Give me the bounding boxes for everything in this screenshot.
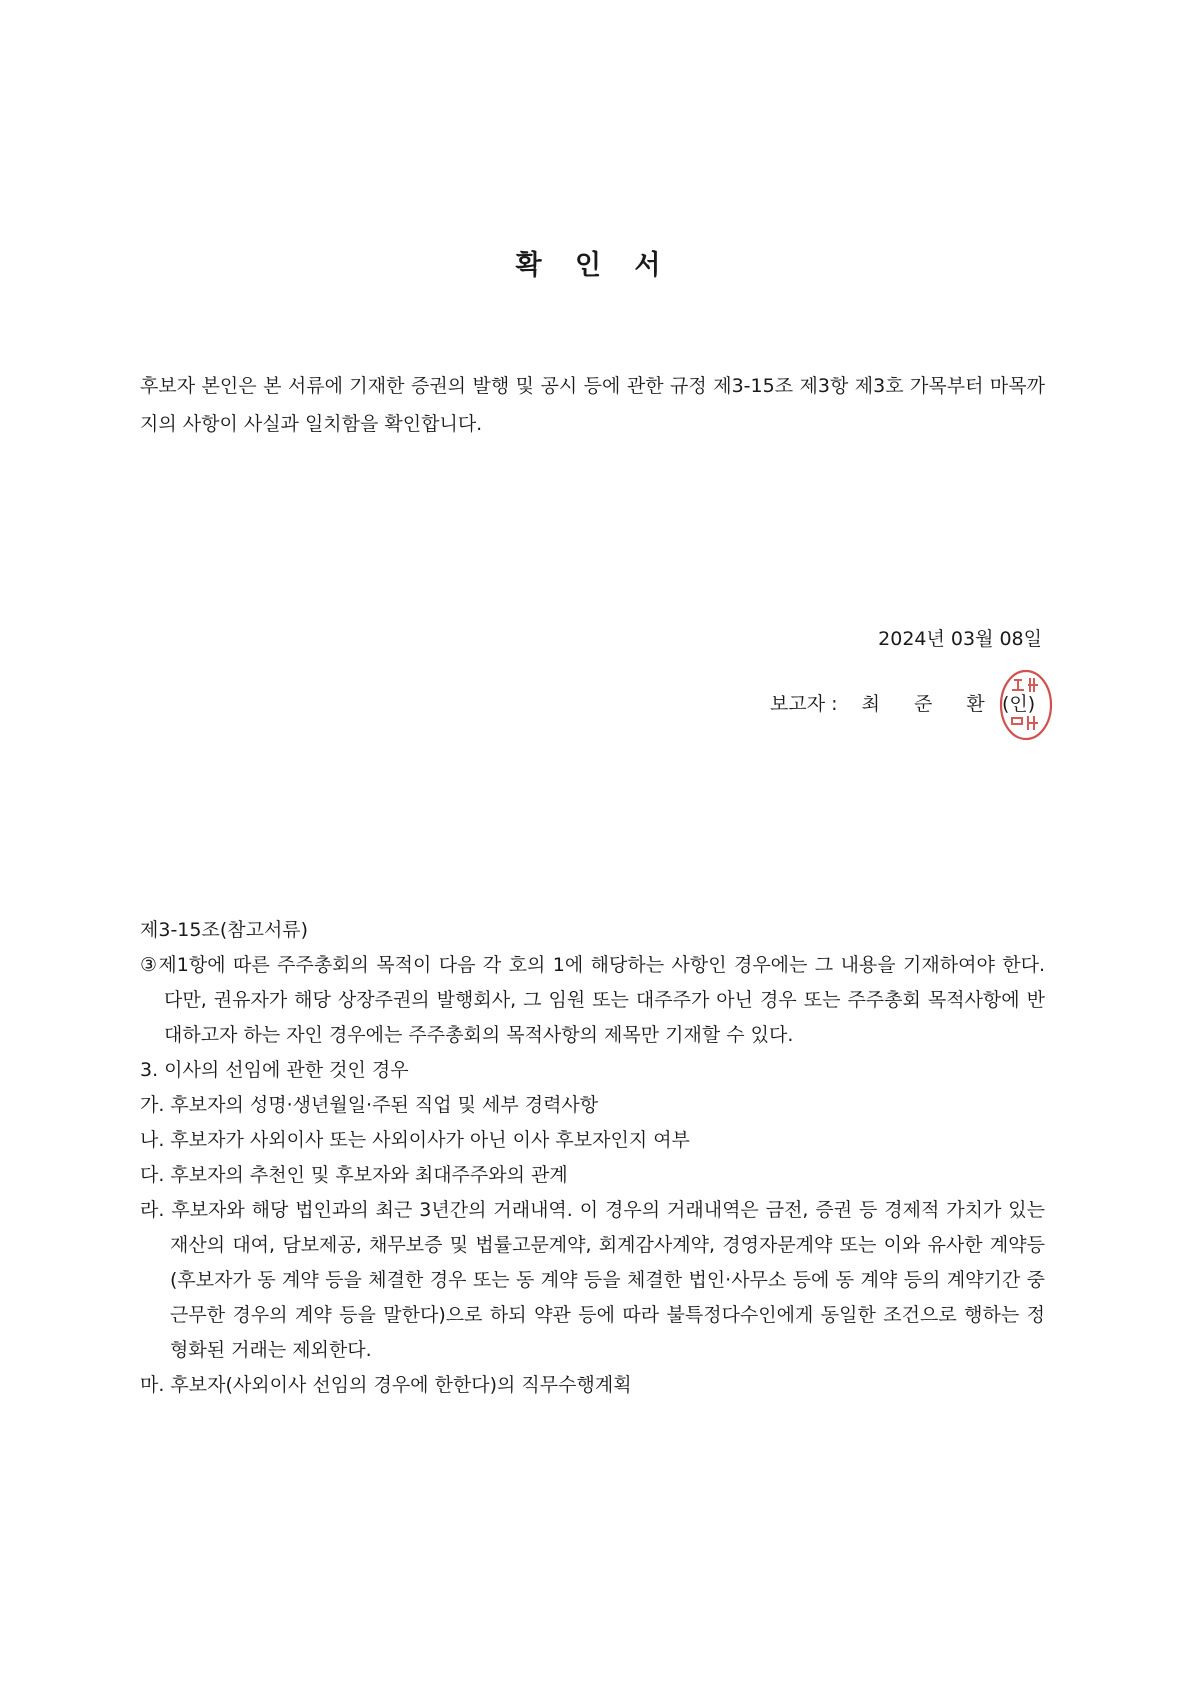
reference-item: 다. 후보자의 추천인 및 후보자와 최대주주와의 관계	[140, 1164, 568, 1186]
reporter-label: 보고자 :	[770, 693, 838, 715]
reference-item: 마. 후보자(사외이사 선임의 경우에 한한다)의 직무수행계획	[140, 1374, 632, 1396]
reporter-name: 최 준 환	[861, 693, 999, 715]
confirmation-statement: 후보자 본인은 본 서류에 기재한 증권의 발행 및 공시 등에 관한 규정 제3-15조 제3항 제3호 가목부터 마목까지의 사항이 사실과 일치함을 확인합니다.	[140, 375, 1045, 435]
reference-item: 나. 후보자가 사외이사 또는 사외이사가 아닌 이사 후보자인지 여부	[140, 1129, 690, 1151]
reporter-line	[770, 689, 999, 716]
reference-heading: 제3-15조(참고서류)	[140, 919, 309, 941]
reference-section	[140, 913, 1045, 1403]
reference-item: 라. 후보자와 해당 법인과의 최근 3년간의 거래내역. 이 경우의 거래내역은 금전, 증권 등 경제적 가치가 있는 재산의 대여, 담보제공, 채무보증 및 법률고문계약, 회계감사계약, 경영자문계약 또는 이와 유사한 계약등(후보자가 동 계약 등을 체결한 경우 또는 동 계약 등을 체결한 법인·사무소 등에 동 계약 등의 계약기간 중 근무한 경우의 계약 등을 말한다)으로 하되 약관 등에 따라 불특정다수인에게 동일한 조건으로 행하는 정형화된 거래는 제외한다.	[140, 1199, 1045, 1361]
reference-paragraph: ③제1항에 따른 주주총회의 목적이 다음 각 호의 1에 해당하는 사항인 경우에는 그 내용을 기재하여야 한다. 다만, 권유자가 해당 상장주권의 발행회사, 그 임원 또는 대주주가 아닌 경우 또는 주주총회 목적사항에 반대하고자 하는 자인 경우에는 주주총회의 목적사항의 제목만 기재할 수 있다.	[140, 954, 1045, 1046]
document-date: 2024년 03월 08일	[878, 628, 1042, 650]
seal-mark: (인)	[1002, 693, 1036, 715]
reference-clause: 3. 이사의 선임에 관한 것인 경우	[140, 1059, 409, 1081]
document-title: 확 인 서	[515, 250, 673, 281]
reference-item: 가. 후보자의 성명·생년월일·주된 직업 및 세부 경력사항	[140, 1094, 599, 1116]
